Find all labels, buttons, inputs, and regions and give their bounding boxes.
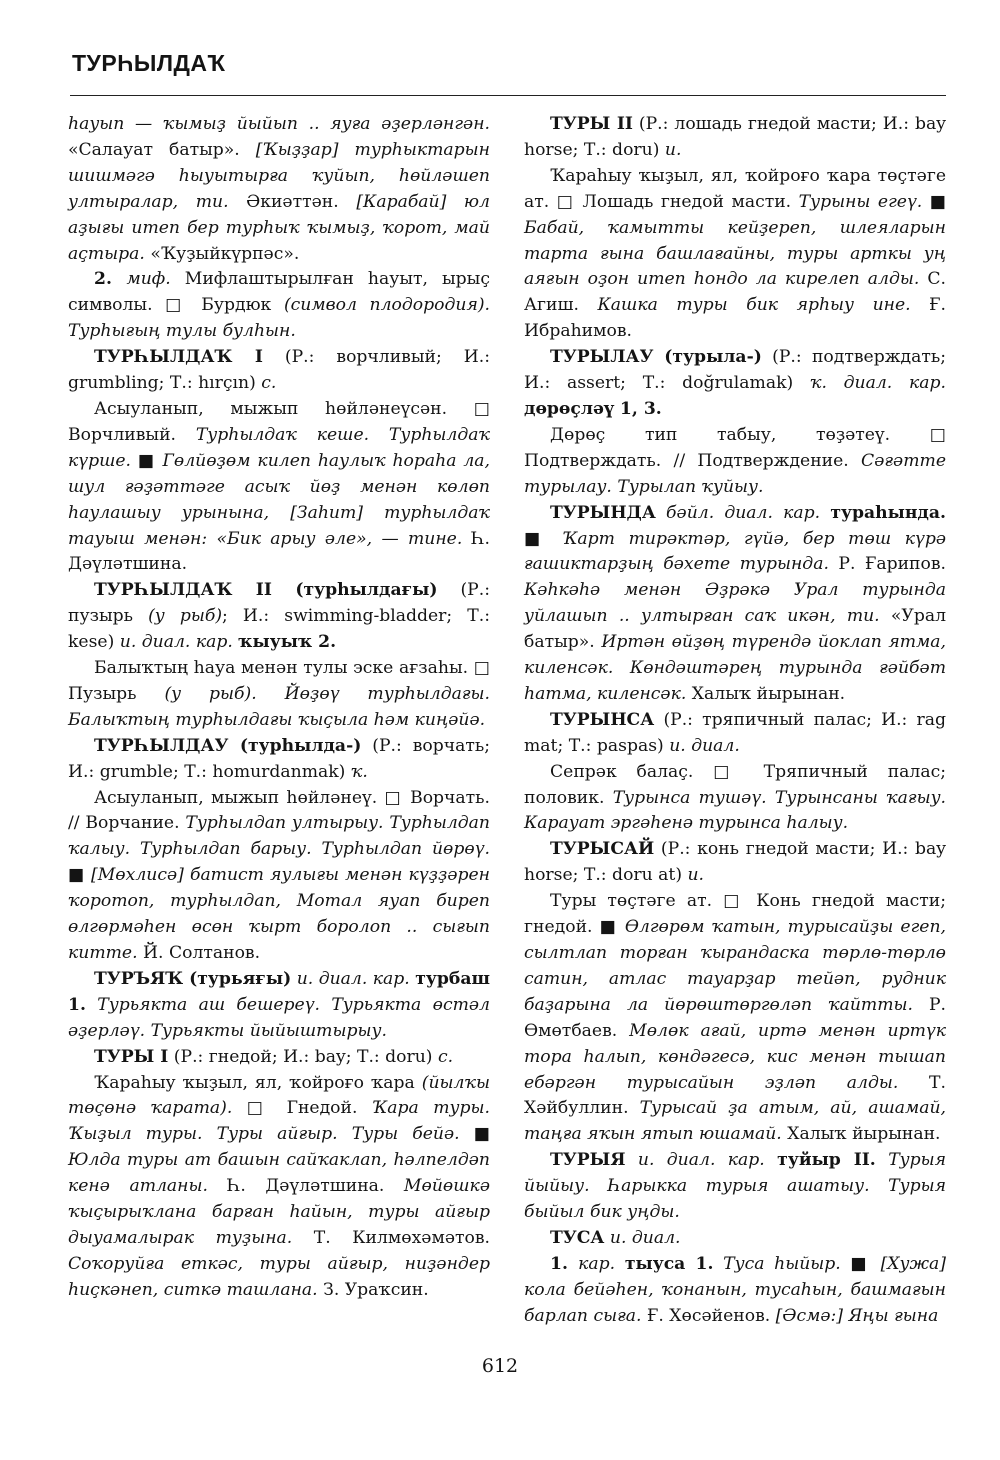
italic-text: кар. [578, 1253, 616, 1274]
text-run [876, 1150, 888, 1170]
dictionary-paragraph [68, 1071, 490, 1304]
dictionary-paragraph [524, 889, 946, 1148]
italic-text: (йылҡы төҫөнә ҡарата). [68, 1072, 490, 1119]
headword: ТУРЫ I [94, 1046, 169, 1067]
dictionary-paragraph [524, 164, 946, 345]
dictionary-entry-heading [68, 1045, 490, 1071]
text-run: Халыҡ йырынан. [686, 683, 846, 704]
headword: ТУРҺЫЛДАҠ I [94, 347, 263, 368]
text-run: (Р.: конь гнедой масти; И.: bay horse; Т.: doru at) [524, 839, 946, 886]
text-run: ■ [131, 450, 163, 471]
text-run: Туры төҫтәге ат. □ Конь гнедой масти; гнедой. ■ [524, 891, 946, 938]
text-run: Халыҡ йырынан. [781, 1124, 941, 1145]
text-run: Р. Өмөтбаев. [524, 994, 946, 1041]
italic-text: Сәғәтте турылау. Турылап ҡуйыу. [524, 450, 946, 497]
dictionary-paragraph [68, 786, 490, 967]
dictionary-paragraph [68, 267, 490, 345]
italic-text: Туса һыйыр. [723, 1253, 841, 1274]
italic-text: [Карабай] юл аҙығы итеп бер турһыҡ ҡымыҙ, ҡорот, май аҫтыра. [68, 191, 490, 264]
headword: ТУСА [550, 1227, 605, 1248]
text-run: (Р.: тряпичный палас; И.: rag mat; Т.: paspas) [524, 709, 946, 756]
headword: ТУРЫНСА [550, 709, 655, 730]
italic-text: [Хужа] кола бейәһен, ҡонанын, тусаһын, башмағын барлап сыға. [524, 1253, 946, 1326]
text-run [713, 1254, 723, 1274]
text-run: (Р.: ворчать; И.: grumble; Т.: homurdanmak) [68, 735, 491, 782]
italic-text: (символ плодородия). Турһығың тулы булһын. [68, 295, 490, 342]
text-run: Й. Солтанов. [137, 943, 261, 963]
header-rule [70, 95, 946, 96]
italic-text: с. [437, 1046, 454, 1067]
italic-text: [Әсмә:] Яңы ғына [775, 1305, 939, 1326]
text-run [625, 1150, 637, 1170]
italic-text: (у рыб). Йөҙөү турһылдағы. Балыҡтың турһылдағы ҡыҫыла һәм киңәйә. [68, 683, 491, 730]
italic-text: и. диал. [669, 735, 740, 756]
text-run: Сепрәк балаҫ. □ Тряпичный палас; половик. [524, 761, 946, 808]
headword: ТУРҺЫЛДАҠ II (турһылдағы) [94, 580, 438, 601]
italic-text: Турьякта аш бешереү. Турьякта өстәл әҙерләү. Турьякты йыйыштырыу. [68, 994, 491, 1041]
text-run: «Урал батыр». [524, 606, 946, 653]
text-run: Һ. Дәүләтшина. [68, 528, 490, 575]
italic-text: и. диал. кар. [637, 1150, 765, 1171]
text-run: Дөрөҫ тип табыу, төҙәтеү. □ Подтверждать. // Подтверждение. [524, 424, 946, 471]
text-run: (Р.: подтверждать; И.: assert; Т.: doğrulamak) [524, 347, 947, 394]
dictionary-paragraph [524, 1252, 946, 1330]
text-run [765, 1150, 777, 1170]
bold-text: тыуса 1. [624, 1253, 714, 1274]
text-run: (Р.: гнедой; И.: bay; Т.: doru) [168, 1046, 438, 1067]
text-run: Т. Хәйбуллин. [524, 1072, 946, 1119]
dictionary-paragraph [68, 112, 490, 267]
page-number: 612 [481, 1355, 519, 1377]
bold-text: туйыр II. [777, 1150, 876, 1171]
italic-text: Турыя йыйыу. Һарыкка турыя ашатыу. Турыя быйыл бик уңды. [524, 1150, 947, 1223]
text-run: ■ [459, 1124, 491, 1145]
italic-text: Турһылдаҡ кеше. Турһылдаҡ күрше. [68, 424, 490, 471]
right-column [524, 112, 946, 1330]
text-run [86, 995, 97, 1015]
dictionary-paragraph [524, 423, 946, 501]
headword: ТУРҺЫЛДАУ (турһылда-) [94, 735, 362, 756]
headword: ТУРЫСАЙ [550, 839, 655, 860]
text-run: Т. Килмөхәмәтов. [292, 1227, 490, 1248]
text-run: «Ҡуҙыйкүрпәс». [144, 243, 300, 264]
italic-text: [Ҡыҙҙар] турһыктарын шишмәгә һыуытырға ҡуйып, һөйләшеп ултыралар, ти. [68, 139, 490, 212]
italic-text: Өлгөрөм ҡатын, турысайҙы егеп, сылтлап торған ҡырандаска төрлө-төрлө сатин, атлас тауарҙар тейәп, рудник баҙарына ла йөрөштөргөләп ҡайтты. [524, 917, 946, 1015]
dictionary-entry-heading [524, 1148, 946, 1226]
italic-text: и. [664, 139, 682, 160]
headword: ТУРЫЯ [550, 1150, 626, 1171]
text-run: З. Ураҡсин. [317, 1279, 429, 1300]
text-run: Ҡараһыу ҡыҙыл, ял, ҡойроғо ҡара төҫтәге ат. □ Лошадь гнедой масти. [524, 165, 946, 212]
italic-text: Турһылдап ултырыу. Турһылдап ҡалыу. Турһылдап барыу. Турһылдап йөрөү. [68, 813, 490, 860]
text-run: □ Гнедой. [232, 1098, 372, 1119]
italic-text: с. [261, 373, 277, 394]
text-run: ■ [524, 528, 563, 549]
bold-text: дөрөҫләү 1, 3. [524, 398, 662, 419]
dictionary-entry-heading [68, 578, 490, 656]
text-run [656, 503, 666, 523]
italic-text: Бабай, ҡамытты кейҙереп, шлеяларын тарта ғына башлағайны, туры арткы уң аяғын оҙон итеп һондо ла кирелеп алды. [524, 217, 946, 290]
text-run: (Р.: пузырь [68, 580, 490, 627]
italic-text: миф. [126, 269, 171, 290]
dictionary-paragraph [68, 656, 490, 734]
text-run: С. Агиш. [524, 269, 947, 316]
text-run [820, 503, 830, 523]
italic-text: и. диал. кар. [119, 632, 233, 653]
text-run: Асыуланып, мыжып һөйләнеү. □ Ворчать. // Ворчание. [68, 787, 490, 834]
text-run: Ҡараһыу ҡыҙыл, ял, ҡойроғо ҡара [94, 1072, 422, 1093]
running-head: ТУРҺЫЛДАҠ [72, 50, 226, 76]
text-run: ; И.: swimming-bladder; Т.: kese) [68, 606, 490, 653]
italic-text: Турынса тушәү. Турынсаны ҡағыу. Карауат эргәһенә турынса һалыу. [524, 787, 947, 834]
headword: ТУРЫНДА [550, 502, 656, 523]
dictionary-entry-heading [68, 734, 490, 786]
italic-text: һауып — ҡымыҙ йыйып .. яуға әҙерләнгән. [68, 114, 490, 134]
italic-text: Мөйөшкә ҡыҫырыҡлана барған һайын, туры айғыр дыуамалырак туҙына. [68, 1176, 490, 1248]
bold-text: 1. [550, 1253, 579, 1274]
dictionary-entry-heading [524, 345, 946, 423]
text-run: Ғ. Ибраһимов. [524, 295, 946, 342]
bold-text: 2. [94, 269, 127, 290]
italic-text: Юлда туры ат башын сайҡаклап, һәлпелдәп кенә атланы. [68, 1150, 490, 1197]
italic-text: [Мөхлисә] батист яулығы менән күҙҙәрен ҡоротоп, турһылдап, Мотал яуап биреп өлгөрмәһен өсөн ҡырт боролоп .. сығып китте. [68, 865, 490, 963]
italic-text: Мөлөк ағай, иртә менән иртүк тора һалып, көндәгесә, кис менән тышап ебәргән турысайын эҙләп алды. [524, 1020, 946, 1093]
text-run: Мифлаштырылған һауыт, ырыҫ символы. □ Бурдюк [68, 269, 490, 316]
italic-text: и. диал. [609, 1227, 681, 1248]
italic-text: Гөлйөҙөм килеп һаулыҡ һораһа ла, шул ғәҙәттәге асыҡ йөҙ менән көлөп һаулашыу урынына, [Заһит] турһылдаҡ тауыш менән: «Бик арыу әле», — тине. [68, 450, 490, 549]
text-run [615, 1254, 625, 1274]
text-run: (Р.: ворчливый; И.: grumbling; Т.: hırçın) [68, 347, 490, 394]
dictionary-entry-heading [68, 967, 490, 1045]
text-run: (Р.: лошадь гнедой масти; И.: bay horse; Т.: doru) [524, 114, 946, 160]
italic-text: Соҡоруйға еткәс, туры айғыр, ниҙәндер һиҫкәнеп, ситкә ташлана. [68, 1253, 490, 1300]
headword: ТУРЫ II [550, 114, 633, 134]
text-run: Р. Ғарипов. [828, 554, 946, 575]
bold-text: турбаш 1. [68, 968, 491, 1015]
italic-text: бәйл. диал. кар. [666, 502, 821, 523]
italic-text: и. диал. кар. [296, 968, 410, 989]
bold-text: тураһында. [830, 502, 947, 523]
italic-text: Ҡарт тирәктәр, гүйә, бер төш күрә ғашиктарҙың бәхете турында. [524, 528, 946, 575]
bold-text: ҡыуыҡ 2. [238, 632, 337, 653]
italic-text: ҡ. диал. кар. [809, 373, 946, 394]
text-run: Һ. Дәүләтшина. [207, 1176, 404, 1197]
dictionary-entry-heading [68, 345, 490, 397]
text-run: ■ [68, 865, 91, 886]
text-run: Балыҡтың һауа менән тулы эске ағзаһы. □ Пузырь [68, 658, 490, 704]
italic-text: ҡ. [350, 761, 368, 782]
text-run: Ғ. Хөсәйенов. [641, 1305, 776, 1326]
left-column [68, 112, 490, 1304]
dictionary-entry-heading [524, 501, 946, 708]
headword: ТУРЪЯҠ (турьяғы) [94, 968, 292, 989]
italic-text: Кәһкәһә менән Әҙрәкә Урал турында уйлашып .. ултырған саҡ икән, ти. [524, 580, 946, 627]
italic-text: Турысай ҙа атым, ай, ашамай, таңға яҡын ятып юшамай. [524, 1098, 947, 1145]
italic-text: Кашка туры бик ярһыу ине. [597, 295, 911, 316]
dictionary-entry-heading [524, 1226, 946, 1252]
dictionary-paragraph [68, 397, 490, 578]
dictionary-paragraph [524, 760, 946, 838]
italic-text: (у рыб) [148, 606, 223, 627]
text-run: Асыуланып, мыжып һөйләнеүсән. □ Ворчливый. [68, 398, 490, 445]
headword: ТУРЫЛАУ (турыла-) [550, 347, 762, 368]
italic-text: Ҡара туры. Ҡыҙыл туры. Туры айғыр. Туры бейә. [68, 1098, 490, 1145]
text-run: ■ [840, 1253, 881, 1274]
dictionary-entry-heading [524, 837, 946, 889]
text-run: Әкиәттән. [228, 191, 357, 212]
italic-text: Турыны егеү. [798, 191, 923, 212]
italic-text: и. [687, 865, 705, 886]
dictionary-entry-heading [524, 112, 946, 164]
text-run: «Салауат батыр». [68, 139, 256, 160]
italic-text: Иртән өйҙөң түрендә йоклап ятма, киленсәк. Көндәштәрең турында ғәйбәт һатма, киленсәк. [524, 632, 946, 704]
dictionary-entry-heading [524, 708, 946, 760]
text-run: ■ [922, 191, 946, 212]
